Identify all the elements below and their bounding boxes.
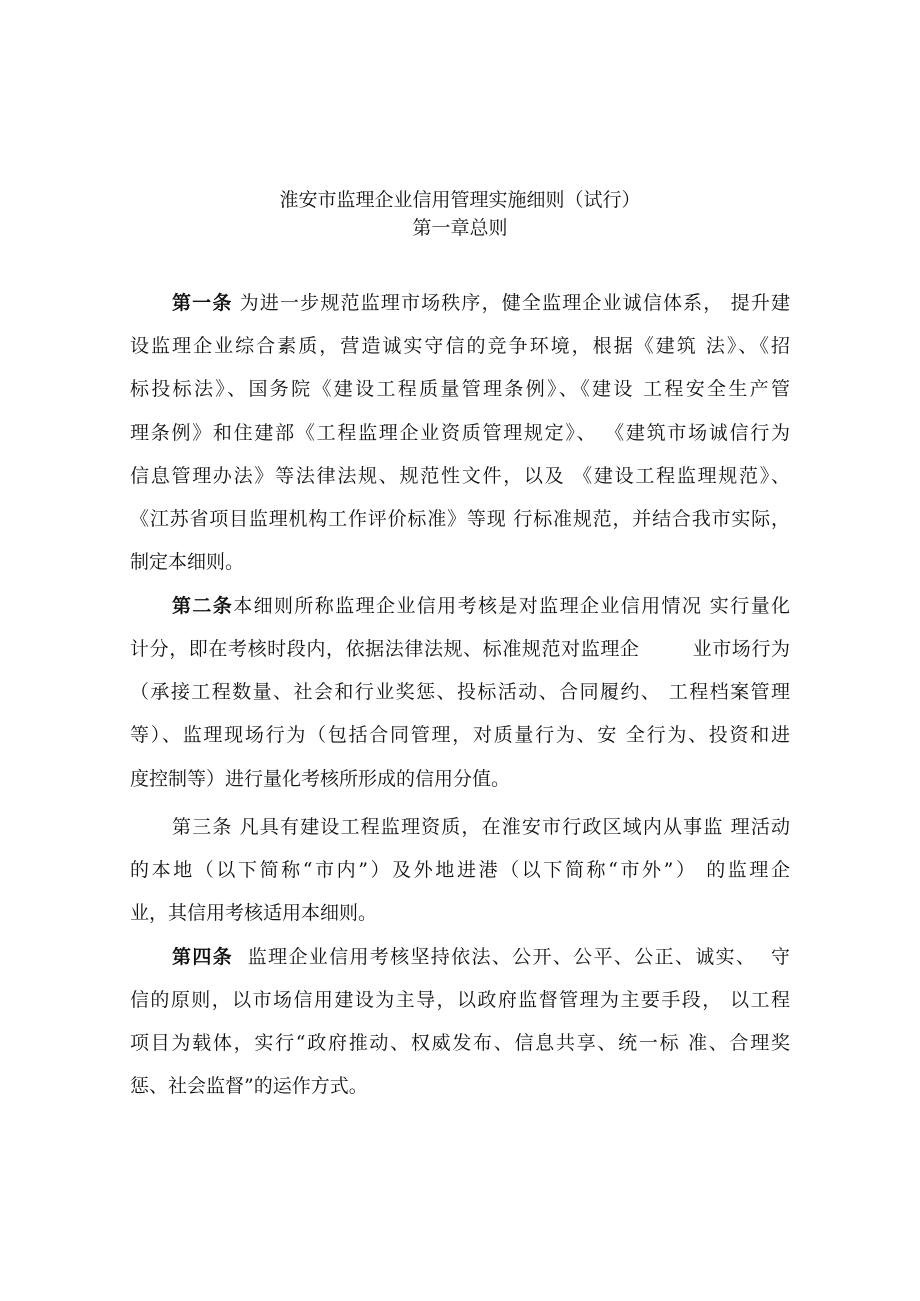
article-4-heading: 第四条 [172, 946, 234, 968]
article-2-line-2: 计分，即在考核时段内，依据法律法规、标准规范对监理企 业市场行为 [130, 638, 790, 660]
article-1-line-5: 信息管理办法》等法律法规、规范性文件，以及 《建设工程监理规范》、 [130, 465, 790, 487]
article-1-line-1 [172, 290, 790, 316]
article-2-line-3: （承接工程数量、社会和行业奖惩、投标活动、合同履约、 工程档案管理 [130, 681, 790, 703]
article-2-line-4: 等）、监理现场行为（包括合同管理，对质量行为、安 全行为、投资和进 [130, 724, 790, 746]
chapter-heading: 第一章总则 [412, 217, 508, 239]
article-1-heading: 第一条 [172, 292, 233, 314]
article-1-line-6: 《江苏省项目监理机构工作评价标准》等现 行标准规范，并结合我市实际， [130, 508, 790, 530]
article-1-line-2: 设监理企业综合素质，营造诚实守信的竞争环境，根据《建筑 法》、《招 [130, 335, 790, 357]
article-3-line-1: 第三条 凡具有建设工程监理资质，在淮安市行政区域内从事监 理活动 [172, 816, 790, 838]
article-1-text: 为进一步规范监理市场秩序，健全监理企业诚信体系， 提升建 [232, 292, 790, 314]
document-title: 淮安市监理企业信用管理实施细则（试行） [279, 189, 641, 211]
article-4-line-1 [172, 944, 790, 970]
article-1-line-4: 理条例》和住建部《工程监理企业资质管理规定》、 《建筑市场诚信行为 [130, 422, 790, 444]
article-3-line-3: 业，其信用考核适用本细则。 [130, 902, 378, 924]
article-2-line-5: 度控制等）进行量化考核所形成的信用分值。 [130, 768, 511, 790]
article-4-line-4: 惩、社会监督”的运作方式。 [130, 1075, 368, 1097]
article-4-line-3: 项目为载体，实行“政府推动、权威发布、信息共享、统一标 准、合理奖 [130, 1032, 790, 1054]
article-2-line-1 [172, 593, 790, 619]
article-1-line-3: 标投标法》、国务院《建设工程质量管理条例》、《建设 工程安全生产管 [130, 378, 790, 400]
article-2-heading: 第二条 [172, 595, 234, 617]
article-4-line-2: 信的原则，以市场信用建设为主导，以政府监督管理为主要手段， 以工程 [130, 989, 790, 1011]
article-2-text: 本细则所称监理企业信用考核是对监理企业信用情况 实行量化 [233, 595, 790, 617]
article-3-line-2: 的本地（以下简称“市内”）及外地进港（以下简称“市外”） 的监理企 [130, 859, 790, 881]
article-1-line-7: 制定本细则。 [130, 551, 245, 573]
article-4-text: 监理企业信用考核坚持依法、公开、公平、公正、诚实、 守 [233, 946, 790, 968]
